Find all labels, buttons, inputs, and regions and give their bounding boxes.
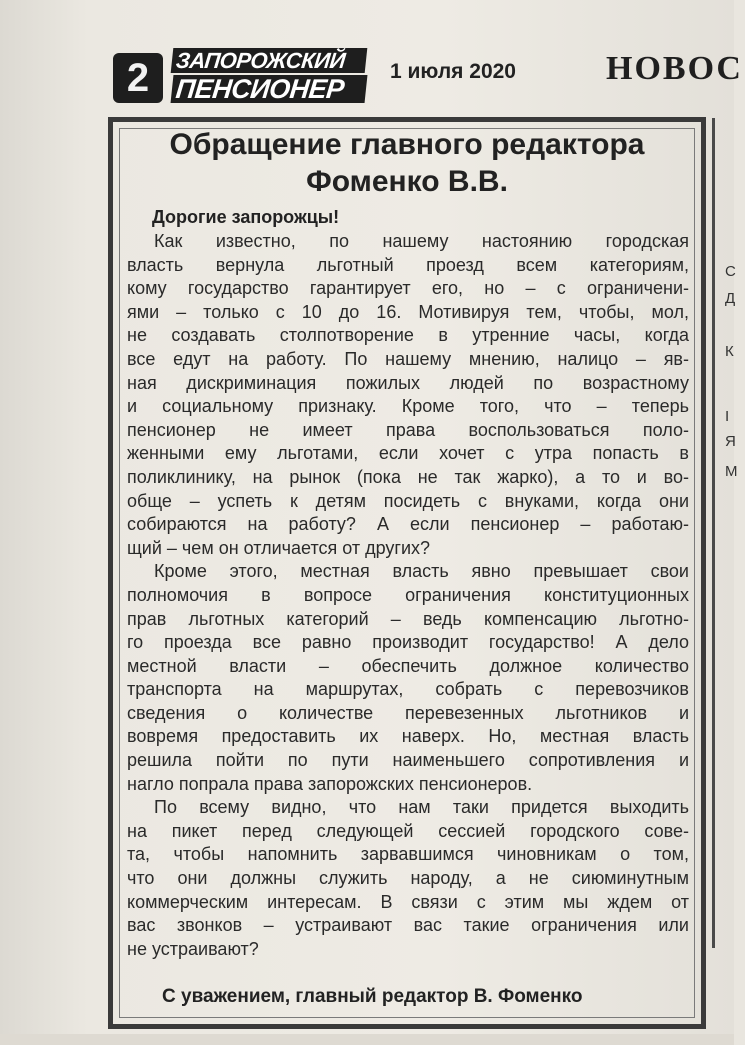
body-line: кому государство гарантирует его, но – с ограничени- [127, 278, 689, 299]
body-line: прав льготных категорий – ведь компенсацию льготно- [127, 608, 689, 629]
body-line: местной власти – обеспечить должное количество [127, 655, 689, 676]
body-line: все едут на работу. По нашему мнению, налицо – яв- [127, 348, 689, 369]
newspaper-logo [172, 48, 372, 104]
body-line: не устраивают? [127, 938, 259, 959]
column-fragment: Д [725, 290, 736, 307]
body-line: на пикет перед следующей сессией городского сове- [127, 820, 689, 841]
article-body [127, 230, 689, 961]
body-line: го проезда все равно производит государство! А дело [127, 632, 689, 653]
body-line: транспорта на маршрутах, собрать с перевозчиков [127, 679, 689, 700]
body-line: решила пойти по пути наименьшего сопротивления и [127, 750, 689, 771]
logo-line-1: ЗАПОРОЖСКИЙ [171, 48, 368, 73]
body-line: По всему видно, что нам таки придется выходить [154, 797, 689, 818]
article-signature: С уважением, главный редактор В. Фоменко [162, 986, 583, 1007]
column-fragment: Я [725, 433, 736, 450]
body-line: нагло попрала права запорожских пенсионеров. [127, 773, 533, 794]
section-heading: НОВОС [606, 50, 743, 87]
body-line: Кроме этого, местная власть явно превышает свои [154, 561, 689, 582]
body-line: коммерческим интересам. В связи с этим мы ждем от [127, 891, 689, 912]
issue-date: 1 июля 2020 [390, 60, 516, 83]
body-line: щий – чем он отличается от других? [127, 537, 431, 558]
body-line: вовремя предоставить их наверх. Но, местная власть [127, 726, 689, 747]
body-line: ями – только с 10 до 16. Мотивируя тем, чтобы, мол, [127, 301, 689, 322]
body-line: пенсионер не имеет права воспользоваться поло- [127, 419, 689, 440]
column-fragment: М [725, 463, 738, 480]
body-line: женными ему льготами, если хочет с утра попасть в [127, 443, 689, 464]
neighbour-column-edge [712, 118, 745, 948]
page-number: 2 [113, 53, 163, 103]
body-line: поликлинику, на рынок (пока не так жарко), а то и во- [127, 466, 689, 487]
body-line: обще – успеть к детям посидеть с внуками, когда они [127, 490, 689, 511]
body-line: собираются на работу? А если пенсионер – работаю- [127, 514, 689, 535]
body-line: полномочия в вопросе ограничения конституционных [127, 584, 689, 605]
article-title [118, 126, 696, 200]
body-line: ная дискриминация пожилых людей по возрастному [127, 372, 689, 393]
body-line: власть вернула льготный проезд всем категориям, [127, 254, 689, 275]
column-fragment: С [725, 263, 736, 280]
body-line: не создавать столпотворение в утренние часы, когда [127, 325, 689, 346]
column-fragment: К [725, 343, 734, 360]
page-bottom-edge [0, 1034, 734, 1045]
column-fragment: І [725, 408, 730, 425]
body-line: вас звонков – устраивают вас такие ограничения или [127, 915, 689, 936]
body-line: и социальному признаку. Кроме того, что – теперь [127, 396, 689, 417]
body-line: сведения о количестве перевезенных льготников и [127, 702, 689, 723]
article-greeting: Дорогие запорожцы! [152, 207, 340, 227]
title-line-1: Обращение главного редактора [169, 128, 645, 161]
body-line: что они должны служить народу, а не сиюминутным [127, 868, 689, 889]
logo-line-2: ПЕНСИОНЕР [171, 75, 368, 103]
body-line: Как известно, по нашему настоянию городская [154, 231, 689, 251]
title-line-2: Фоменко В.В. [306, 165, 508, 198]
body-line: та, чтобы напомнить зарвавшимся чиновникам о том, [127, 844, 689, 865]
